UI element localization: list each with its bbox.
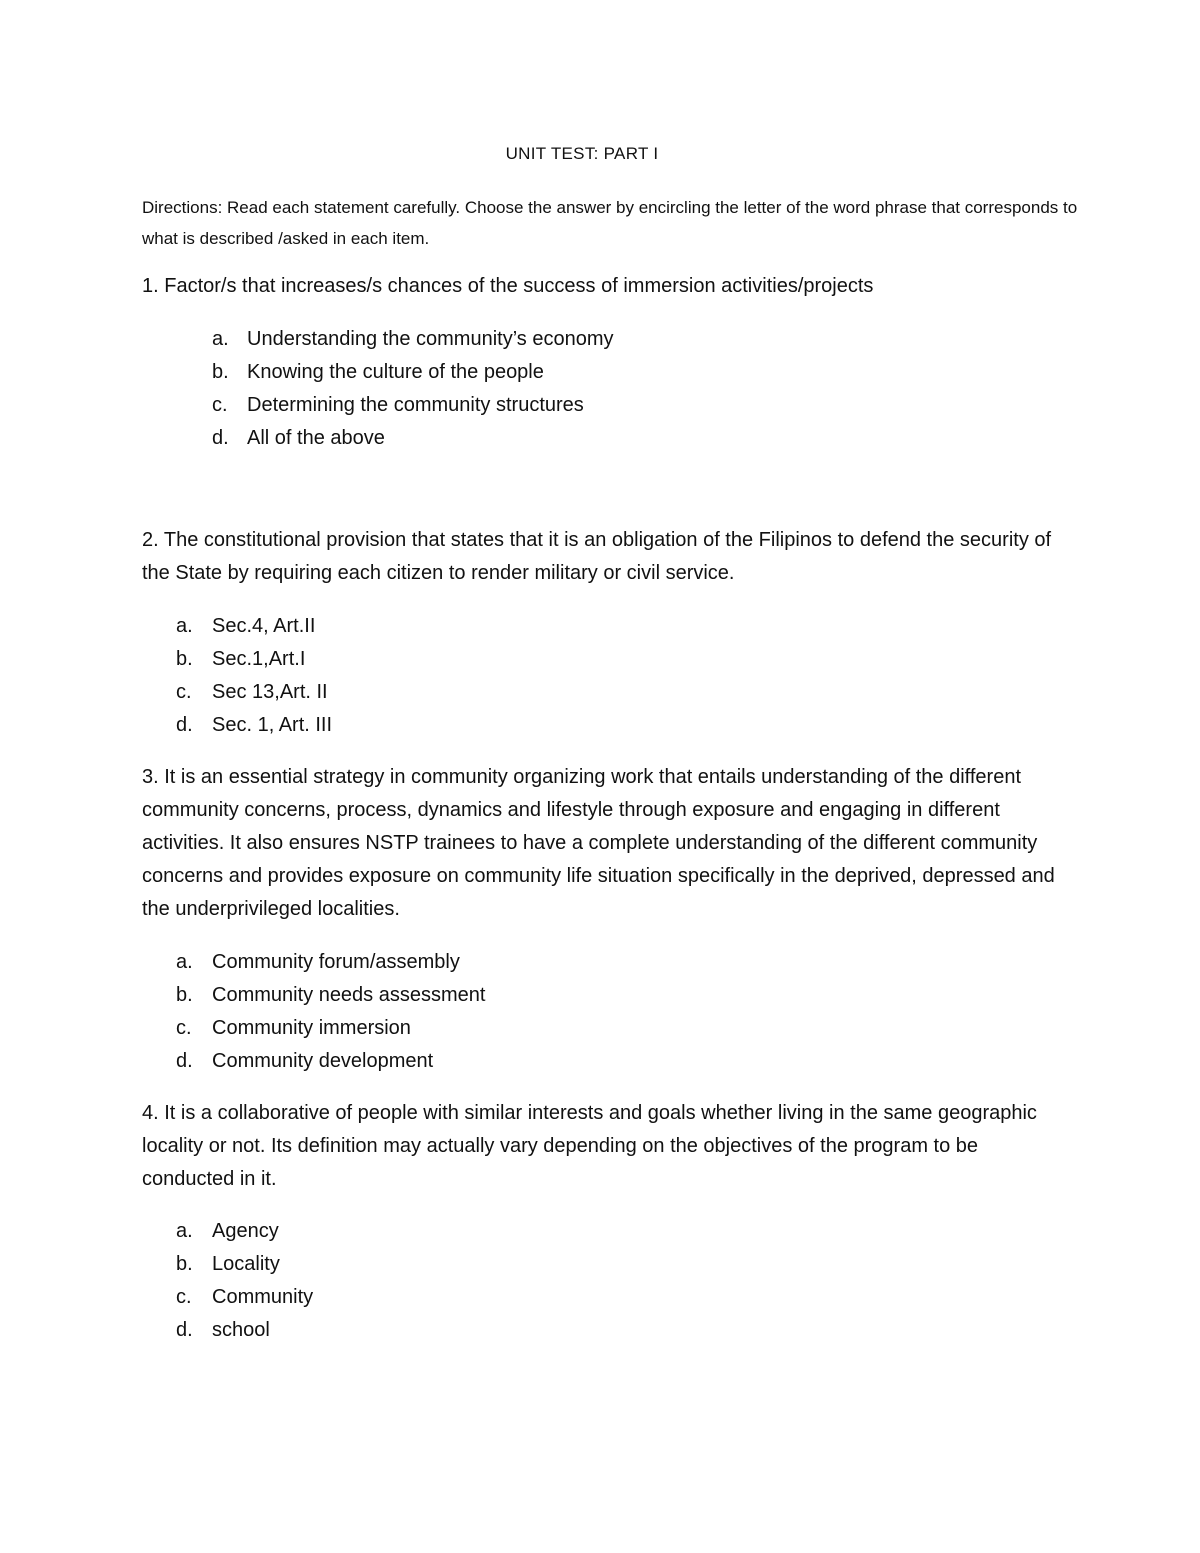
directions-text: Directions: Read each statement carefully. Choose the answer by encircling the letter of the word phrase that corresponds to what is described /asked in each item. bbox=[142, 198, 1078, 248]
page-title: UNIT TEST: PART I bbox=[505, 144, 659, 163]
choice-letter: c. bbox=[176, 1286, 192, 1308]
choice-text: Understanding the community’s economy bbox=[247, 328, 614, 350]
choice-text: Sec.1,Art.I bbox=[212, 648, 306, 670]
choice-text: Sec. 1, Art. III bbox=[212, 714, 333, 736]
choice-text: Agency bbox=[212, 1220, 279, 1242]
choice-letter: d. bbox=[176, 1050, 193, 1072]
choice-letter: a. bbox=[176, 615, 193, 637]
choice-letter: c. bbox=[212, 394, 228, 416]
choice-text: All of the above bbox=[247, 427, 385, 449]
choice-letter: b. bbox=[176, 984, 193, 1006]
choice-letter: a. bbox=[176, 1220, 193, 1242]
choice-text: Sec.4, Art.II bbox=[212, 615, 316, 637]
choice-text: Community immersion bbox=[212, 1017, 411, 1039]
choice-text: school bbox=[212, 1319, 270, 1341]
question-2: 2. The constitutional provision that states that it is an obligation of the Filipinos to defend the security of the State by requiring each citizen to render military or civil service. bbox=[142, 529, 1052, 584]
choice-letter: b. bbox=[176, 1253, 193, 1275]
choice-letter: b. bbox=[176, 648, 193, 670]
choice-letter: a. bbox=[176, 951, 193, 973]
choice-letter: d. bbox=[212, 427, 229, 449]
choice-text: Locality bbox=[212, 1253, 280, 1275]
choice-letter: b. bbox=[212, 361, 229, 383]
choice-text: Knowing the culture of the people bbox=[247, 361, 544, 383]
choice-letter: a. bbox=[212, 328, 229, 350]
choice-text: Community development bbox=[212, 1050, 434, 1072]
question-3: 3. It is an essential strategy in community organizing work that entails understanding of the different community concerns, process, dynamics and lifestyle through exposure and engaging in different activities. It also ensures NSTP trainees to have a complete understanding of the different community concerns and provides exposure on community life situation specifically in the deprived, depressed and the underprivileged localities. bbox=[142, 766, 1055, 920]
choice-letter: d. bbox=[176, 714, 193, 736]
question-4: 4. It is a collaborative of people with similar interests and goals whether living in the same geographic locality or not. Its definition may actually vary depending on the objectives of the program to be conducted in it. bbox=[142, 1102, 1037, 1190]
choice-text: Community needs assessment bbox=[212, 984, 486, 1006]
choice-letter: c. bbox=[176, 1017, 192, 1039]
choice-text: Sec 13,Art. II bbox=[212, 681, 328, 703]
choice-letter: d. bbox=[176, 1319, 193, 1341]
question-1: 1. Factor/s that increases/s chances of the success of immersion activities/projects bbox=[142, 275, 874, 297]
choice-text: Community forum/assembly bbox=[212, 951, 460, 973]
choice-letter: c. bbox=[176, 681, 192, 703]
choice-text: Community bbox=[212, 1286, 314, 1308]
choice-text: Determining the community structures bbox=[247, 394, 584, 416]
